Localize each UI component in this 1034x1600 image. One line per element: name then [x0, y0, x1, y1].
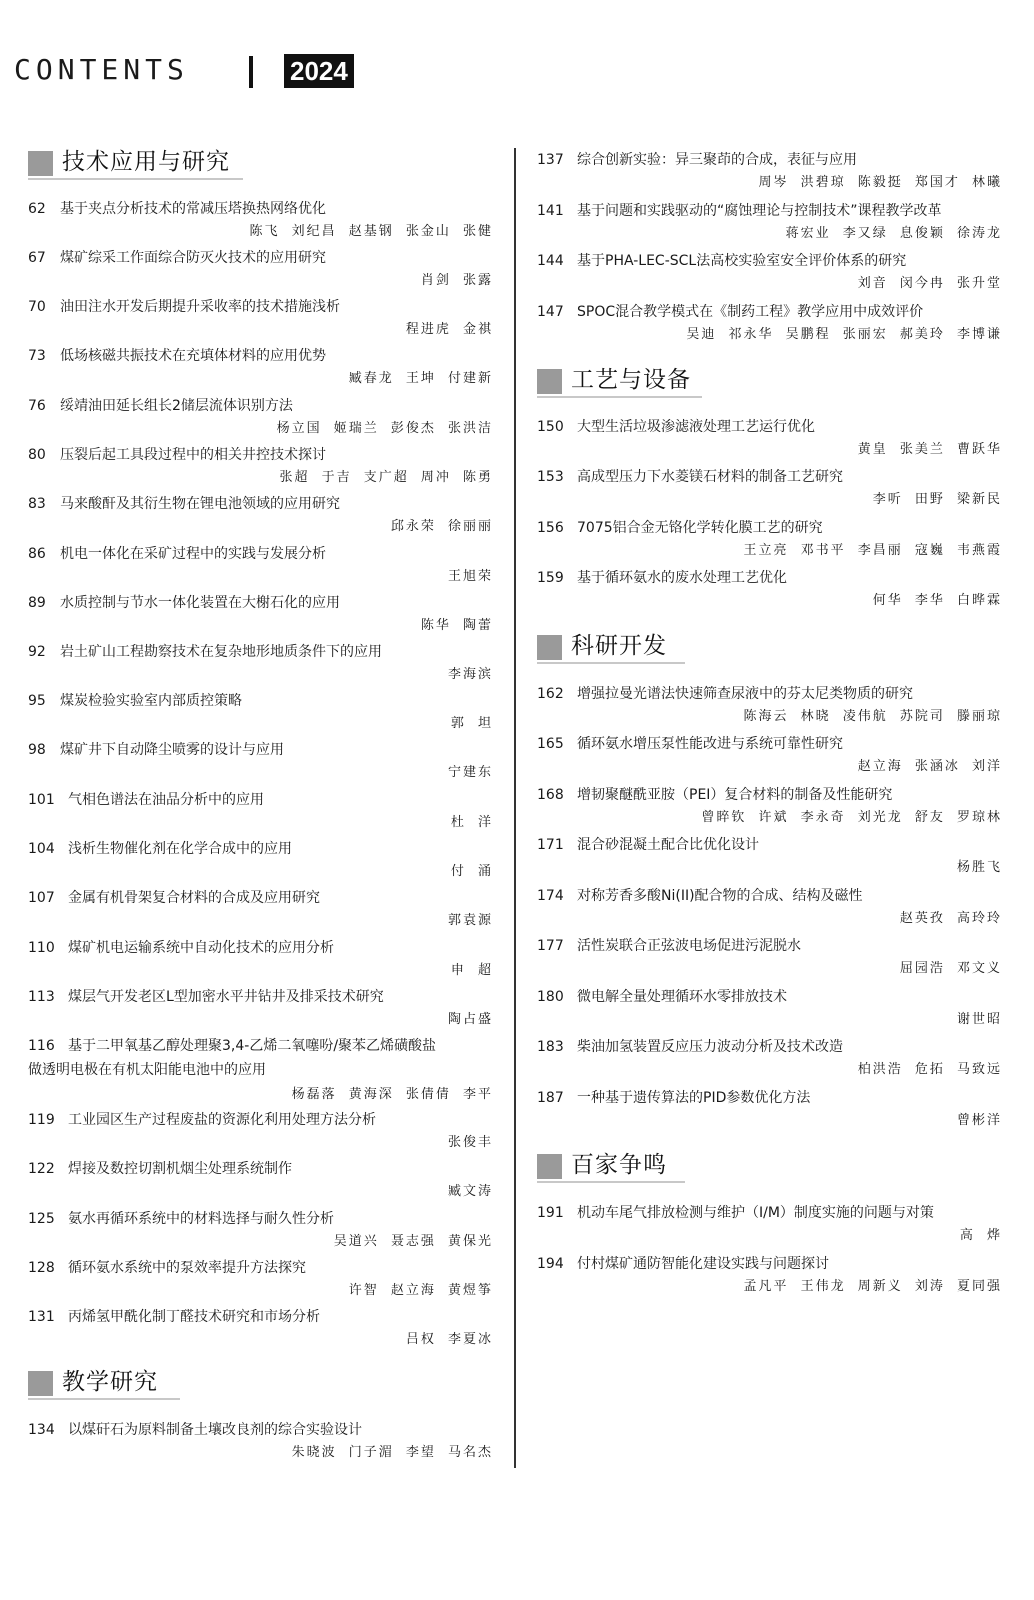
toc-entry[interactable] [537, 1254, 1002, 1294]
toc-entry[interactable] [537, 518, 1002, 558]
toc-entry[interactable] [28, 1159, 493, 1199]
entry-line [28, 297, 493, 317]
article-title: 煤矿井下自动降尘喷雾的设计与应用 [60, 742, 284, 758]
article-title: 绥靖油田延长组长2储层流体识别方法 [60, 398, 293, 414]
entry-line [537, 1254, 1002, 1274]
entry-line [28, 642, 493, 662]
entry-line [28, 396, 493, 416]
article-title: 金属有机骨架复合材料的合成及应用研究 [68, 890, 320, 906]
page-number: 168 [537, 787, 564, 803]
toc-entry[interactable] [28, 593, 493, 633]
entry-line [28, 1307, 493, 1327]
toc-entry[interactable] [28, 248, 493, 288]
article-authors: 孟凡平 王伟龙 周新义 刘涛 夏同强 [743, 1279, 1002, 1294]
page-number: 119 [28, 1112, 55, 1128]
article-title: 煤矿综采工作面综合防灭火技术的应用研究 [60, 250, 326, 266]
article-authors: 赵立海 张涵冰 刘洋 [857, 759, 1002, 774]
entry-line [537, 835, 1002, 855]
page-number: 67 [28, 250, 46, 266]
article-authors: 杨胜飞 [956, 860, 1002, 875]
page-number: 89 [28, 595, 46, 611]
article-title: 对称芳香多酸Ni(II)配合物的合成、结构及磁性 [577, 888, 863, 904]
entry-line [28, 1036, 493, 1056]
article-authors: 李听 田野 梁新民 [872, 492, 1002, 507]
page-number: 76 [28, 398, 46, 414]
toc-entry[interactable] [537, 467, 1002, 507]
entry-line [28, 790, 493, 810]
article-authors: 王立亮 邓书平 李昌丽 寇巍 韦燕霞 [743, 543, 1002, 558]
toc-entry[interactable] [28, 544, 493, 584]
toc-entry[interactable] [537, 936, 1002, 976]
article-authors: 谢世昭 [956, 1012, 1002, 1027]
entry-line [28, 248, 493, 268]
toc-entry[interactable] [28, 987, 493, 1027]
toc-entry[interactable] [28, 938, 493, 978]
entry-line [537, 568, 1002, 588]
article-authors: 吴迪 祁永华 吴鹏程 张丽宏 郝美玲 李博谦 [686, 327, 1002, 342]
article-title: 柴油加氢装置反应压力波动分析及技术改造 [577, 1039, 843, 1055]
article-authors: 蒋宏业 李又绿 息俊颖 徐涛龙 [785, 226, 1002, 241]
article-title: 一种基于遗传算法的PID参数优化方法 [577, 1090, 811, 1106]
entry-line [28, 691, 493, 711]
article-authors: 陈飞 刘纪昌 赵基钢 张金山 张健 [249, 224, 493, 239]
page-number: 122 [28, 1161, 55, 1177]
entry-line [28, 1110, 493, 1130]
article-authors: 柏洪浩 危拓 马致远 [857, 1062, 1002, 1077]
toc-entry[interactable] [28, 1110, 493, 1150]
toc-entry[interactable] [28, 790, 493, 830]
page-number: 110 [28, 940, 55, 956]
article-title: 循环氨水系统中的泵效率提升方法探究 [68, 1260, 306, 1276]
article-authors: 臧春龙 王坤 付建新 [348, 371, 493, 386]
toc-entry[interactable] [537, 684, 1002, 724]
toc-entry[interactable] [28, 1307, 493, 1347]
article-title: 增韧聚醚酰亚胺（PEI）复合材料的制备及性能研究 [577, 787, 893, 803]
entry-line [537, 467, 1002, 487]
article-authors: 曾睟钦 许斌 李永奇 刘光龙 舒友 罗琼林 [701, 810, 1002, 825]
page-number: 156 [537, 520, 564, 536]
article-title: SPOC混合教学模式在《制药工程》教学应用中成效评价 [577, 304, 924, 320]
page-number: 95 [28, 693, 46, 709]
article-title: 增强拉曼光谱法快速筛查尿液中的芬太尼类物质的研究 [577, 686, 913, 702]
column-divider [514, 148, 516, 1468]
entry-line [537, 302, 1002, 322]
page-number: 194 [537, 1256, 564, 1272]
article-title: 岩土矿山工程勘察技术在复杂地形地质条件下的应用 [60, 644, 382, 660]
page-number: 162 [537, 686, 564, 702]
toc-entry[interactable] [537, 734, 1002, 774]
section-rule [28, 178, 243, 180]
page-number: 98 [28, 742, 46, 758]
section-rule [537, 396, 702, 398]
entry-line [28, 199, 493, 219]
toc-entry[interactable] [28, 494, 493, 534]
toc-entry[interactable] [537, 417, 1002, 457]
article-authors: 陈海云 林晓 凌伟航 苏院司 滕丽琼 [743, 709, 1002, 724]
article-title: 大型生活垃圾渗滤液处理工艺运行优化 [577, 419, 815, 435]
section-title: 百家争鸣 [571, 1152, 667, 1178]
article-title: 水质控制与节水一体化装置在大榭石化的应用 [60, 595, 340, 611]
article-authors: 杨磊落 黄海深 张倩倩 李平 [291, 1087, 493, 1102]
toc-entry[interactable] [28, 1258, 493, 1298]
issue-number: 2024 •02 [284, 54, 354, 88]
article-authors: 许智 赵立海 黄煜筝 [348, 1283, 493, 1298]
article-title: 微电解全量处理循环水零排放技术 [577, 989, 787, 1005]
entry-line [537, 886, 1002, 906]
article-title: 氨水再循环系统中的材料选择与耐久性分析 [68, 1211, 334, 1227]
section-marker [537, 369, 562, 394]
page-number: 171 [537, 837, 564, 853]
entry-line [537, 987, 1002, 1007]
entry-line [537, 417, 1002, 437]
entry-line [28, 494, 493, 514]
entry-line [28, 987, 493, 1007]
toc-entry[interactable] [28, 642, 493, 682]
article-title: 压裂后起工具段过程中的相关井控技术探讨 [60, 447, 326, 463]
entry-line [537, 518, 1002, 538]
article-authors: 陈华 陶蕾 [420, 618, 493, 633]
section-title: 科研开发 [571, 633, 667, 659]
page-number: 144 [537, 253, 564, 269]
page-number: 92 [28, 644, 46, 660]
page-number: 159 [537, 570, 564, 586]
article-authors: 刘音 闵今冉 张升堂 [857, 276, 1002, 291]
section-marker [537, 635, 562, 660]
article-title: 气相色谱法在油品分析中的应用 [68, 792, 264, 808]
contents-label: CONTENTS [14, 53, 189, 86]
page-number: 70 [28, 299, 46, 315]
page-number: 128 [28, 1260, 55, 1276]
page-number: 141 [537, 203, 564, 219]
entry-line [537, 1203, 1002, 1223]
article-title: 基于夹点分析技术的常减压塔换热网络优化 [60, 201, 326, 217]
article-authors: 宁建东 [447, 765, 493, 780]
toc-entry[interactable] [28, 396, 493, 436]
article-authors: 程进虎 金祺 [405, 322, 493, 337]
article-authors: 郭 坦 [450, 716, 493, 731]
article-authors: 陶占盛 [447, 1012, 493, 1027]
page-number: 62 [28, 201, 46, 217]
article-title: 工业园区生产过程废盐的资源化利用处理方法分析 [68, 1112, 376, 1128]
page-number: 107 [28, 890, 55, 906]
toc-entry[interactable] [28, 839, 493, 879]
article-authors: 付 涌 [450, 864, 493, 879]
article-title: 浅析生物催化剂在化学合成中的应用 [68, 841, 292, 857]
article-authors: 吕权 李夏冰 [405, 1332, 493, 1347]
section-rule [28, 1398, 180, 1400]
toc-entry[interactable] [537, 251, 1002, 291]
article-authors: 郭袁源 [447, 913, 493, 928]
entry-line [28, 1159, 493, 1179]
section-marker [28, 1371, 53, 1396]
article-authors: 黄皇 张美兰 曹跃华 [857, 442, 1002, 457]
page-number: 131 [28, 1309, 55, 1325]
article-authors: 赵英孜 高玲玲 [899, 911, 1002, 926]
toc-entry[interactable] [537, 987, 1002, 1027]
entry-line [537, 150, 1002, 170]
page-number: 147 [537, 304, 564, 320]
page-number: 134 [28, 1422, 55, 1438]
article-title: 付村煤矿通防智能化建设实践与问题探讨 [577, 1256, 829, 1272]
page-number: 180 [537, 989, 564, 1005]
entry-line [537, 684, 1002, 704]
article-authors: 邱永荣 徐丽丽 [390, 519, 493, 534]
article-title: 机电一体化在采矿过程中的实践与发展分析 [60, 546, 326, 562]
toc-entry[interactable] [537, 201, 1002, 241]
article-title: 综合创新实验：异三聚茚的合成，表征与应用 [577, 152, 857, 168]
article-title: 活性炭联合正弦波电场促进污泥脱水 [577, 938, 801, 954]
toc-entry[interactable] [537, 1203, 1002, 1243]
article-title: 煤炭检验实验室内部质控策略 [60, 693, 242, 709]
toc-entry[interactable] [28, 888, 493, 928]
article-title: 丙烯氢甲酰化制丁醛技术研究和市场分析 [68, 1309, 320, 1325]
toc-entry[interactable] [537, 886, 1002, 926]
section-title: 工艺与设备 [571, 367, 691, 393]
page-number: 153 [537, 469, 564, 485]
section-marker [537, 1154, 562, 1179]
toc-entry[interactable] [28, 740, 493, 780]
toc-entry[interactable] [537, 835, 1002, 875]
entry-line [28, 1258, 493, 1278]
page-number: 187 [537, 1090, 564, 1106]
entry-line [28, 938, 493, 958]
article-title: 机动车尾气排放检测与维护（I/M）制度实施的问题与对策 [577, 1205, 934, 1221]
article-authors: 申 超 [450, 963, 493, 978]
toc-entry[interactable] [28, 691, 493, 731]
toc-entry[interactable] [537, 302, 1002, 342]
article-title: 基于PHA-LEC-SCL法高校实验室安全评价体系的研究 [577, 253, 907, 269]
entry-line [537, 936, 1002, 956]
article-title-cont: 做透明电极在有机太阳能电池中的应用 [28, 1062, 266, 1078]
page-number: 86 [28, 546, 46, 562]
article-title: 油田注水开发后期提升采收率的技术措施浅析 [60, 299, 340, 315]
article-title: 焊接及数控切割机烟尘处理系统制作 [68, 1161, 292, 1177]
toc-entry[interactable] [537, 1088, 1002, 1128]
article-title: 煤矿机电运输系统中自动化技术的应用分析 [68, 940, 334, 956]
entry-line [537, 785, 1002, 805]
page-number: 104 [28, 841, 55, 857]
article-authors: 张超 于吉 支广超 周冲 陈勇 [279, 470, 493, 485]
toc-entry[interactable] [28, 1036, 493, 1102]
section-title: 技术应用与研究 [62, 149, 230, 175]
article-authors: 周岑 洪碧琼 陈毅挺 郑国才 林曦 [758, 175, 1002, 190]
article-authors: 高 烨 [959, 1228, 1002, 1243]
page-number: 191 [537, 1205, 564, 1221]
toc-entry[interactable] [28, 445, 493, 485]
page-number: 165 [537, 736, 564, 752]
article-authors: 屈园浩 邓文义 [899, 961, 1002, 976]
article-authors: 杜 洋 [450, 815, 493, 830]
entry-line [28, 593, 493, 613]
page-number: 177 [537, 938, 564, 954]
section-rule [537, 662, 685, 664]
entry-line [537, 734, 1002, 754]
article-title: 基于问题和实践驱动的“腐蚀理论与控制技术”课程教学改革 [577, 203, 942, 219]
section-rule [537, 1181, 685, 1183]
article-authors: 张俊丰 [447, 1135, 493, 1150]
toc-entry[interactable] [537, 785, 1002, 825]
article-title: 低场核磁共振技术在充填体材料的应用优势 [60, 348, 326, 364]
article-title: 马来酸酐及其衍生物在锂电池领域的应用研究 [60, 496, 340, 512]
entry-line [28, 445, 493, 465]
entry-line [28, 544, 493, 564]
entry-line [28, 346, 493, 366]
article-title: 基于循环氨水的废水处理工艺优化 [577, 570, 787, 586]
article-authors: 肖剑 张露 [420, 273, 493, 288]
toc-entry[interactable] [28, 199, 493, 239]
article-title: 混合砂混凝土配合比优化设计 [577, 837, 759, 853]
article-authors: 朱晓波 门子湄 李望 马名杰 [291, 1445, 493, 1460]
article-authors: 何华 李华 白晔霖 [872, 593, 1002, 608]
entry-line [28, 740, 493, 760]
toc-entry[interactable] [537, 1037, 1002, 1077]
section-marker [28, 151, 53, 176]
article-authors: 臧文涛 [447, 1184, 493, 1199]
article-title: 以煤矸石为原料制备土壤改良剂的综合实验设计 [68, 1422, 362, 1438]
page-number: 83 [28, 496, 46, 512]
page-number: 73 [28, 348, 46, 364]
toc-entry[interactable] [537, 568, 1002, 608]
page-number: 125 [28, 1211, 55, 1227]
article-authors: 李海滨 [447, 667, 493, 682]
entry-line [28, 839, 493, 859]
page-number: 116 [28, 1038, 55, 1054]
entry-line [537, 1088, 1002, 1108]
entry-line [537, 1037, 1002, 1057]
entry-line [537, 251, 1002, 271]
toc-entry[interactable] [28, 297, 493, 337]
article-authors: 曾彬洋 [956, 1113, 1002, 1128]
entry-line [28, 1420, 493, 1440]
header-divider [249, 56, 253, 88]
page-number: 113 [28, 989, 55, 1005]
section-title: 教学研究 [62, 1369, 158, 1395]
entry-line [28, 888, 493, 908]
toc-entry[interactable] [28, 346, 493, 386]
page-number: 137 [537, 152, 564, 168]
article-title: 7075铝合金无铬化学转化膜工艺的研究 [577, 520, 823, 536]
article-title: 煤层气开发老区L型加密水平井钻井及排采技术研究 [68, 989, 384, 1005]
article-authors: 王旭荣 [447, 569, 493, 584]
page-number: 174 [537, 888, 564, 904]
toc-entry[interactable] [28, 1420, 493, 1460]
toc-entry[interactable] [28, 1209, 493, 1249]
entry-line [537, 201, 1002, 221]
article-title: 高成型压力下水菱镁石材料的制备工艺研究 [577, 469, 843, 485]
page-number: 183 [537, 1039, 564, 1055]
article-title: 基于二甲氧基乙醇处理聚3,4-乙烯二氧噻吩/聚苯乙烯磺酸盐 [68, 1038, 437, 1054]
page-number: 80 [28, 447, 46, 463]
page-number: 101 [28, 792, 55, 808]
article-title: 循环氨水增压泵性能改进与系统可靠性研究 [577, 736, 843, 752]
page-number: 150 [537, 419, 564, 435]
toc-entry[interactable] [537, 150, 1002, 190]
article-authors: 吴道兴 聂志强 黄保光 [333, 1234, 493, 1249]
article-authors: 杨立国 姬瑞兰 彭俊杰 张洪洁 [276, 421, 493, 436]
entry-line [28, 1209, 493, 1229]
